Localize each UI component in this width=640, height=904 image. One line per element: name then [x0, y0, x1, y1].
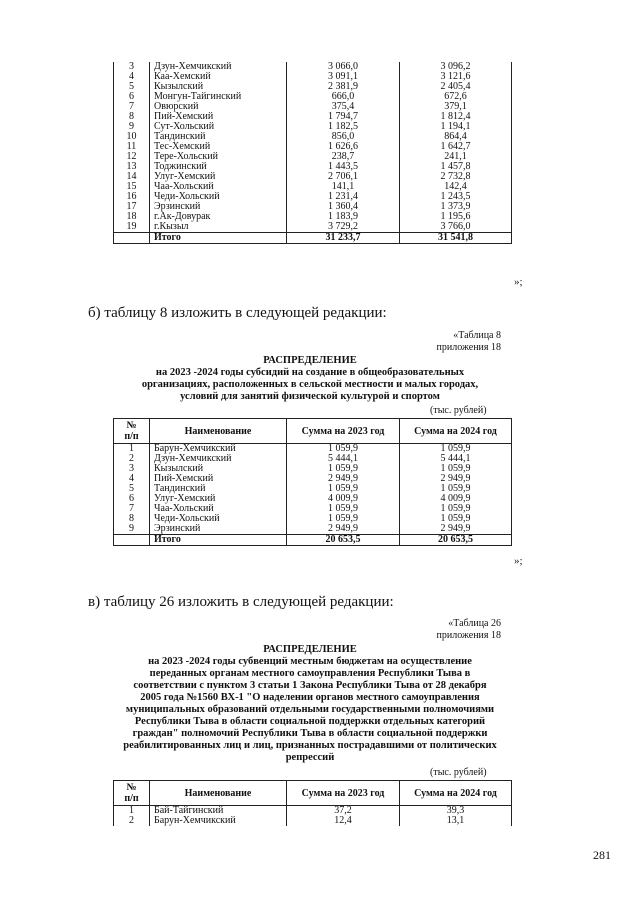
header-2024: Сумма на 2024 год: [400, 419, 512, 444]
section-b-units: (тыс. рублей): [430, 405, 487, 416]
cell-n: 19: [114, 222, 150, 233]
cell-y2024: 142,4: [400, 182, 512, 192]
table-row: [114, 142, 512, 152]
section-v-units: (тыс. рублей): [430, 767, 487, 778]
cell-y2023: 3 091,1: [287, 72, 400, 82]
cell-name: г.Ак-Довурак: [150, 212, 287, 222]
cell-n: [114, 535, 150, 546]
cell-name: Тоджинский: [150, 162, 287, 172]
cell-y2024: 13,1: [400, 816, 512, 826]
table-end-mark: »;: [514, 555, 523, 567]
title-line: организациях, расположенных в сельской местности и малых городах,: [141, 379, 479, 390]
page-number: 281: [593, 848, 611, 862]
cell-y2023: 1 794,7: [287, 112, 400, 122]
table-row: [114, 504, 512, 514]
cell-y2024: 1 059,9: [400, 464, 512, 474]
table-row: [114, 514, 512, 524]
cell-n: 3: [114, 62, 150, 72]
cell-name: Пий-Хемский: [150, 112, 287, 122]
title-line: Республики Тыва в области социальной поддержки отдельных категорий: [134, 716, 486, 727]
cell-n: 7: [114, 504, 150, 514]
table-row: [114, 222, 512, 233]
cell-y2023: 3 066,0: [287, 62, 400, 72]
cell-y2023: 12,4: [287, 816, 400, 826]
cell-name: Чаа-Хольский: [150, 182, 287, 192]
cell-y2024: 1 812,4: [400, 112, 512, 122]
title-line: репрессий: [285, 752, 335, 763]
cell-name: Дзун-Хемчикский: [150, 62, 287, 72]
cell-n: 5: [114, 484, 150, 494]
title-line: реабилитированных лиц и лиц, признанных пострадавшими от политических: [123, 740, 497, 751]
cell-n: 9: [114, 524, 150, 535]
table-row: [114, 152, 512, 162]
cell-n: 5: [114, 82, 150, 92]
table-row: [114, 535, 512, 546]
cell-n: 4: [114, 474, 150, 484]
table-row: [114, 474, 512, 484]
table-row: [114, 62, 512, 72]
cell-y2024: 1 194,1: [400, 122, 512, 132]
cell-name: Чеди-Хольский: [150, 514, 287, 524]
cell-y2023: 31 233,7: [287, 233, 400, 244]
cell-name: Каа-Хемский: [150, 72, 287, 82]
cell-n: [114, 233, 150, 244]
title-line: РАСПРЕДЕЛЕНИЕ: [263, 644, 357, 655]
cell-y2024: 1 059,9: [400, 444, 512, 455]
cell-y2023: 1 231,4: [287, 192, 400, 202]
cell-name: Кызылский: [150, 464, 287, 474]
section-b-heading: б) таблицу 8 изложить в следующей редакции:: [88, 305, 387, 321]
table-row: [114, 484, 512, 494]
cell-n: 12: [114, 152, 150, 162]
cell-y2023: 1 059,9: [287, 464, 400, 474]
caption-line: приложения 18: [436, 342, 501, 353]
cell-n: 15: [114, 182, 150, 192]
cell-name: Барун-Хемчикский: [150, 444, 287, 455]
cell-y2023: 2 949,9: [287, 474, 400, 484]
caption-line: «Таблица 26: [448, 618, 501, 629]
table-row: [114, 454, 512, 464]
title-line: РАСПРЕДЕЛЕНИЕ: [263, 355, 357, 366]
cell-n: 14: [114, 172, 150, 182]
cell-y2023: 238,7: [287, 152, 400, 162]
table-row: [114, 806, 512, 817]
table-row: [114, 524, 512, 535]
table-row: [114, 92, 512, 102]
cell-y2023: 856,0: [287, 132, 400, 142]
cell-y2024: 1 243,5: [400, 192, 512, 202]
cell-name: Эрзинский: [150, 524, 287, 535]
cell-y2024: 1 373,9: [400, 202, 512, 212]
title-line: условий для занятий физической культурой и спортом: [180, 391, 440, 402]
cell-y2023: 2 949,9: [287, 524, 400, 535]
cell-name: Монгун-Тайгинский: [150, 92, 287, 102]
cell-name: Чаа-Хольский: [150, 504, 287, 514]
section-b-title: [110, 355, 510, 403]
table-row: [114, 72, 512, 82]
cell-y2024: 2 949,9: [400, 524, 512, 535]
cell-n: 16: [114, 192, 150, 202]
cell-n: 10: [114, 132, 150, 142]
title-line: граждан" полномочий Республики Тыва в области социальной поддержки: [132, 728, 488, 739]
cell-name: Бай-Тайгинский: [150, 806, 287, 817]
cell-y2024: 39,3: [400, 806, 512, 817]
cell-y2023: 4 009,9: [287, 494, 400, 504]
continuation-table: [113, 62, 512, 244]
cell-n: 6: [114, 92, 150, 102]
cell-y2023: 666,0: [287, 92, 400, 102]
cell-n: 7: [114, 102, 150, 112]
cell-n: 8: [114, 112, 150, 122]
cell-name: Тандинский: [150, 132, 287, 142]
cell-y2023: 1 626,6: [287, 142, 400, 152]
header-n: № п/п: [114, 419, 150, 444]
table-row: [114, 233, 512, 244]
cell-n: 8: [114, 514, 150, 524]
cell-y2023: 375,4: [287, 102, 400, 112]
caption-line: «Таблица 8: [453, 330, 501, 341]
cell-y2023: 1 059,9: [287, 444, 400, 455]
cell-n: 11: [114, 142, 150, 152]
cell-y2024: 20 653,5: [400, 535, 512, 546]
cell-y2024: 864,4: [400, 132, 512, 142]
cell-n: 17: [114, 202, 150, 212]
table-row: [114, 192, 512, 202]
table-8: [113, 418, 512, 546]
table-row: [114, 202, 512, 212]
cell-n: 13: [114, 162, 150, 172]
title-line: муниципальных образований отдельными государственными полномочиями: [125, 704, 495, 715]
cell-name: Сут-Хольский: [150, 122, 287, 132]
cell-y2023: 1 183,9: [287, 212, 400, 222]
table-row: [114, 182, 512, 192]
cell-y2024: 379,1: [400, 102, 512, 112]
cell-n: 1: [114, 806, 150, 817]
cell-y2023: 5 444,1: [287, 454, 400, 464]
table-row: [114, 212, 512, 222]
cell-y2024: 1 457,8: [400, 162, 512, 172]
header-2023: Сумма на 2023 год: [287, 419, 400, 444]
cell-name: Тере-Хольский: [150, 152, 287, 162]
cell-y2024: 4 009,9: [400, 494, 512, 504]
section-v-caption: [301, 618, 501, 642]
cell-y2023: 2 706,1: [287, 172, 400, 182]
cell-y2023: 1 059,9: [287, 504, 400, 514]
header-2024: Сумма на 2024 год: [400, 781, 512, 806]
cell-y2023: 141,1: [287, 182, 400, 192]
cell-y2024: 5 444,1: [400, 454, 512, 464]
cell-n: 18: [114, 212, 150, 222]
title-line: на 2023 -2024 годы субсидий на создание в общеобразовательных: [155, 367, 465, 378]
cell-name: Улуг-Хемский: [150, 172, 287, 182]
cell-name: Итого: [150, 233, 287, 244]
cell-y2024: 2 405,4: [400, 82, 512, 92]
cell-y2023: 37,2: [287, 806, 400, 817]
cell-name: Овюрский: [150, 102, 287, 112]
cell-y2024: 2 949,9: [400, 474, 512, 484]
cell-y2024: 241,1: [400, 152, 512, 162]
section-b-caption: [301, 330, 501, 354]
cell-y2023: 2 381,9: [287, 82, 400, 92]
cell-y2023: 1 443,5: [287, 162, 400, 172]
cell-y2024: 1 059,9: [400, 484, 512, 494]
cell-name: г.Кызыл: [150, 222, 287, 233]
cell-name: Итого: [150, 535, 287, 546]
cell-y2023: 1 059,9: [287, 484, 400, 494]
cell-name: Кызылский: [150, 82, 287, 92]
caption-line: приложения 18: [436, 630, 501, 641]
cell-y2023: 20 653,5: [287, 535, 400, 546]
table-row: [114, 172, 512, 182]
cell-n: 4: [114, 72, 150, 82]
table-row: [114, 464, 512, 474]
title-line: на 2023 -2024 годы субвенций местным бюджетам на осуществление: [148, 656, 472, 667]
cell-name: Пий-Хемский: [150, 474, 287, 484]
cell-y2023: 1 059,9: [287, 514, 400, 524]
cell-n: 3: [114, 464, 150, 474]
cell-name: Эрзинский: [150, 202, 287, 212]
cell-name: Тес-Хемский: [150, 142, 287, 152]
table-row: [114, 444, 512, 455]
cell-y2024: 31 541,8: [400, 233, 512, 244]
cell-y2023: 1 182,5: [287, 122, 400, 132]
cell-n: 9: [114, 122, 150, 132]
header-2023: Сумма на 2023 год: [287, 781, 400, 806]
cell-name: Тандинский: [150, 484, 287, 494]
title-line: переданных органам местного самоуправления Республики Тыва в: [149, 668, 471, 679]
cell-n: 2: [114, 816, 150, 826]
table-row: [114, 162, 512, 172]
cell-y2024: 672,6: [400, 92, 512, 102]
section-v-heading: в) таблицу 26 изложить в следующей редакции:: [88, 594, 394, 610]
cell-name: Дзун-Хемчикский: [150, 454, 287, 464]
table-row: [114, 132, 512, 142]
cell-y2024: 1 059,9: [400, 514, 512, 524]
table-row: [114, 112, 512, 122]
cell-y2024: 2 732,8: [400, 172, 512, 182]
title-line: 2005 года №1560 ВХ-1 "О наделении органов местного самоуправления: [140, 692, 480, 703]
cell-y2023: 3 729,2: [287, 222, 400, 233]
cell-name: Улуг-Хемский: [150, 494, 287, 504]
table-row: [114, 816, 512, 826]
cell-name: Барун-Хемчикский: [150, 816, 287, 826]
cell-n: 2: [114, 454, 150, 464]
table-row: [114, 494, 512, 504]
header-name: Наименование: [150, 781, 287, 806]
section-v-title: [110, 644, 510, 764]
cell-name: Чеди-Хольский: [150, 192, 287, 202]
cell-y2023: 1 360,4: [287, 202, 400, 212]
cell-y2024: 1 642,7: [400, 142, 512, 152]
header-name: Наименование: [150, 419, 287, 444]
cell-y2024: 3 096,2: [400, 62, 512, 72]
cell-y2024: 1 059,9: [400, 504, 512, 514]
table-end-mark: »;: [514, 276, 523, 288]
header-n: № п/п: [114, 781, 150, 806]
cell-n: 6: [114, 494, 150, 504]
table-row: [114, 102, 512, 112]
table-row: [114, 122, 512, 132]
cell-y2024: 1 195,6: [400, 212, 512, 222]
table-26: [113, 780, 512, 826]
title-line: соответствии с пунктом 3 статьи 1 Закона Республики Тыва от 28 декабря: [133, 680, 487, 691]
cell-y2024: 3 121,6: [400, 72, 512, 82]
cell-n: 1: [114, 444, 150, 455]
cell-y2024: 3 766,0: [400, 222, 512, 233]
table-row: [114, 82, 512, 92]
